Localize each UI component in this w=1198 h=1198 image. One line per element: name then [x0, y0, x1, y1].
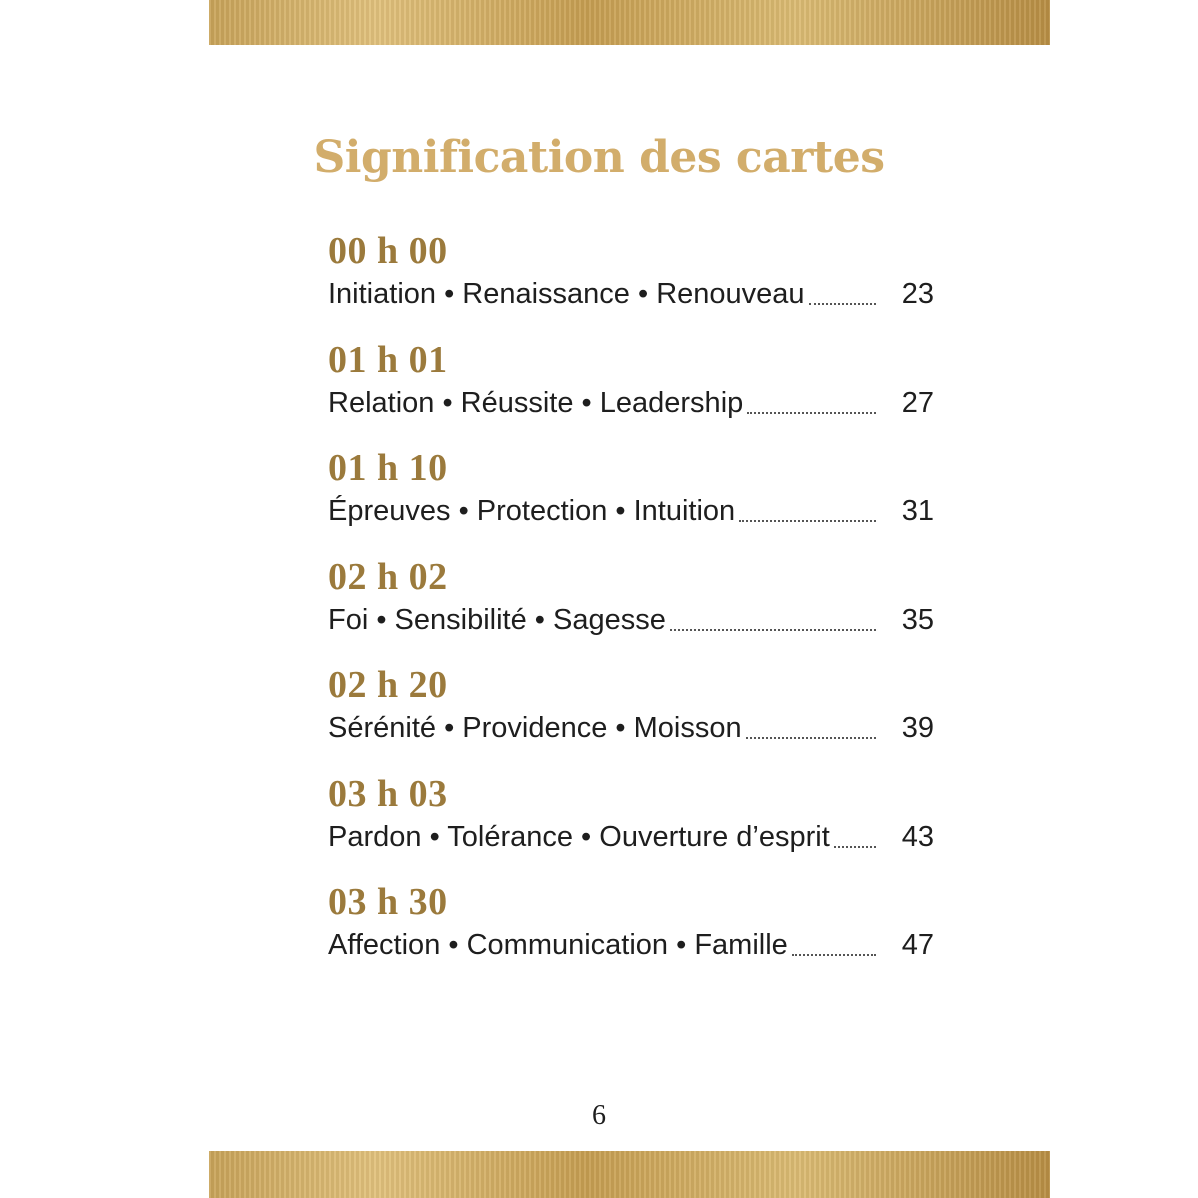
table-of-contents: [328, 232, 934, 992]
dot-leader: [670, 629, 876, 631]
page-number: 6: [592, 1100, 606, 1131]
dot-leader: [746, 737, 876, 739]
toc-entry-page: 27: [901, 386, 934, 419]
dot-leader: [747, 412, 876, 414]
toc-entry-line: [328, 383, 934, 423]
toc-entry-label: Épreuves • Protection • Intuition: [328, 495, 736, 527]
toc-entry-page: 31: [901, 495, 934, 527]
toc-entry-label: Foi • Sensibilité • Sagesse: [328, 603, 666, 636]
toc-entry-line: [328, 817, 934, 857]
top-gold-band: [209, 0, 1050, 45]
toc-entry[interactable]: [328, 883, 934, 992]
toc-entry-line: [328, 274, 934, 314]
toc-entry-time: 00 h 00: [328, 230, 448, 272]
toc-entry-page: 43: [901, 820, 934, 853]
page-title: Signification des cartes: [313, 132, 885, 183]
toc-entry-time: 01 h 10: [328, 447, 448, 489]
toc-entry-label: Affection • Communication • Famille: [328, 929, 788, 961]
toc-entry-page: 23: [901, 278, 934, 310]
toc-entry[interactable]: [328, 449, 934, 558]
toc-entry[interactable]: [328, 338, 934, 450]
bottom-gold-band: [209, 1151, 1050, 1198]
toc-entry[interactable]: [328, 232, 934, 341]
dot-leader: [834, 846, 876, 848]
dot-leader: [739, 520, 876, 522]
dot-leader: [809, 303, 876, 305]
toc-entry[interactable]: [328, 666, 934, 775]
toc-entry-time: 02 h 02: [328, 555, 448, 598]
toc-entry-time: 03 h 30: [328, 881, 448, 923]
toc-entry-label: Relation • Réussite • Leadership: [328, 386, 744, 419]
toc-entry[interactable]: [328, 555, 934, 667]
toc-entry-time: 03 h 03: [328, 772, 448, 815]
toc-entry-time: 02 h 20: [328, 664, 448, 706]
toc-entry-line: [328, 925, 934, 965]
toc-entry-time: 01 h 01: [328, 338, 448, 381]
toc-entry-label: Initiation • Renaissance • Renouveau: [328, 278, 805, 310]
toc-entry-label: Pardon • Tolérance • Ouverture d’esprit: [328, 820, 830, 853]
toc-entry-line: [328, 491, 934, 531]
toc-entry-line: [328, 708, 934, 748]
toc-entry-page: 39: [901, 712, 934, 744]
toc-entry-page: 47: [901, 929, 934, 961]
toc-entry-page: 35: [901, 603, 934, 636]
toc-entry[interactable]: [328, 772, 934, 884]
toc-entry-line: [328, 600, 934, 640]
toc-entry-label: Sérénité • Providence • Moisson: [328, 712, 742, 744]
dot-leader: [792, 954, 876, 956]
